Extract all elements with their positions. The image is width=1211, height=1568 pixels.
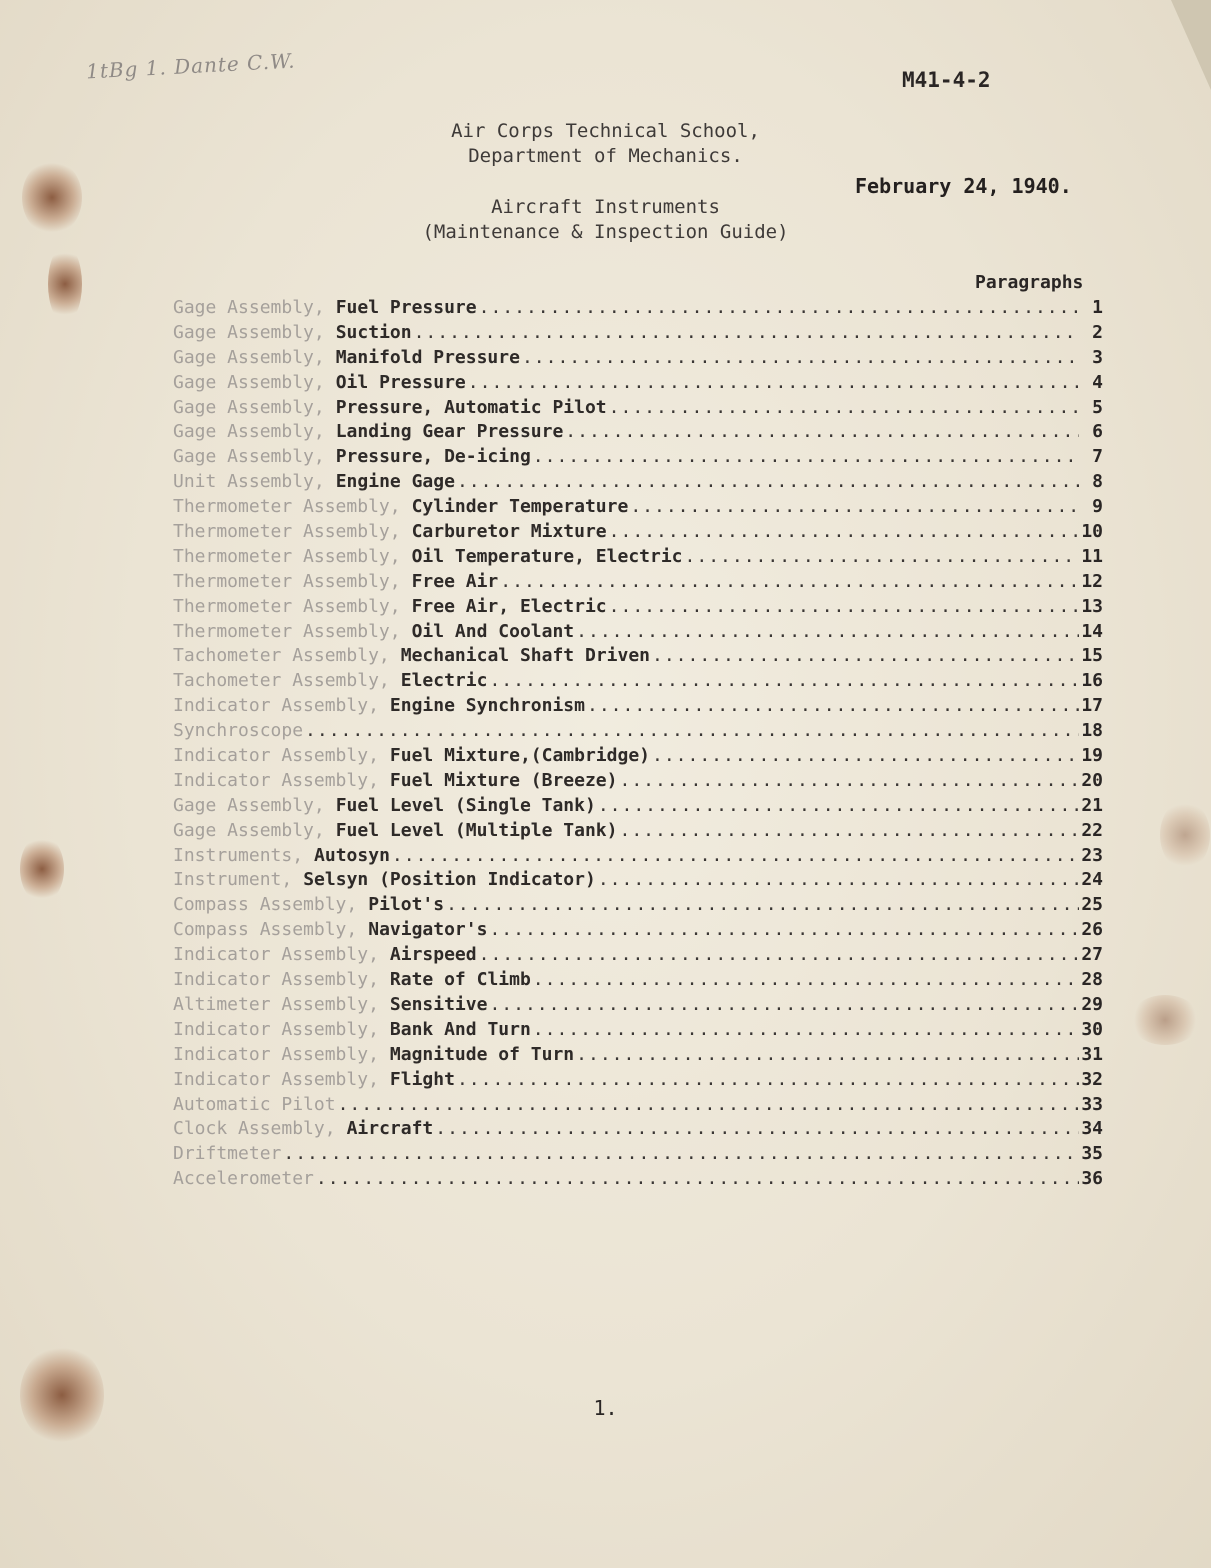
toc-entry [173, 521, 1103, 546]
toc-leader-dots [522, 347, 1079, 368]
toc-entry-title: Indicator Assembly, [173, 695, 379, 717]
toc-entry [173, 1118, 1103, 1143]
toc-leader-dots [609, 596, 1079, 617]
toc-paragraph-number: 8 [1092, 471, 1103, 493]
toc-paragraph-number: 12 [1081, 570, 1103, 592]
toc-entry-subtitle: Fuel Pressure [335, 297, 477, 318]
toc-entry-subtitle: Fuel Mixture,(Cambridge) [389, 745, 650, 767]
toc-entry [173, 969, 1103, 994]
toc-entry-subtitle: Autosyn [314, 844, 390, 866]
toc-leader-dots [533, 446, 1079, 467]
toc-entry [173, 820, 1103, 845]
toc-entry-subtitle: Sensitive [389, 993, 488, 1015]
toc-entry [173, 1094, 1103, 1119]
toc-entry-subtitle: Flight [389, 1068, 455, 1090]
toc-paragraph-number: 31 [1081, 1043, 1103, 1065]
toc-entry-subtitle: Airspeed [389, 944, 477, 966]
toc-entry [173, 446, 1103, 471]
toc-leader-dots [414, 322, 1079, 343]
paragraphs-column-header: Paragraphs [975, 272, 1084, 293]
toc-paragraph-number: 20 [1081, 769, 1103, 791]
toc-entry-title: Synchroscope [173, 720, 304, 742]
toc-paragraph-number: 23 [1081, 844, 1103, 866]
toc-leader-dots [576, 621, 1079, 642]
toc-entry [173, 347, 1103, 372]
toc-entry-title: Gage Assembly, [173, 321, 325, 343]
toc-entry-title: Indicator Assembly, [173, 1043, 379, 1065]
document-title: Aircraft Instruments [491, 196, 720, 218]
toc-entry [173, 944, 1103, 969]
toc-entry-subtitle: Fuel Level (Single Tank) [335, 794, 596, 816]
rust-stain [20, 835, 64, 903]
toc-entry-subtitle: Fuel Mixture (Breeze) [389, 769, 618, 791]
toc-entry [173, 1044, 1103, 1069]
toc-paragraph-number: 30 [1081, 1018, 1103, 1040]
toc-entry-subtitle: Free Air, Electric [411, 595, 607, 617]
toc-entry [173, 621, 1103, 646]
toc-paragraph-number: 26 [1081, 919, 1103, 941]
toc-entry [173, 770, 1103, 795]
toc-entry-title: Gage Assembly, [173, 446, 325, 468]
toc-leader-dots [619, 820, 1079, 841]
toc-entry [173, 297, 1103, 322]
toc-entry [173, 795, 1103, 820]
toc-entry-title: Gage Assembly, [173, 421, 325, 443]
toc-entry [173, 1069, 1103, 1094]
toc-entry-subtitle: Fuel Level (Multiple Tank) [335, 819, 618, 841]
toc-entry [173, 994, 1103, 1019]
toc-entry-subtitle: Aircraft [346, 1118, 434, 1140]
toc-entry-subtitle: Pressure, Automatic Pilot [335, 396, 607, 418]
toc-entry-title: Indicator Assembly, [173, 944, 379, 966]
toc-entry-subtitle: Pilot's [368, 894, 445, 916]
toc-entry-subtitle: Pressure, De-icing [335, 446, 531, 468]
toc-entry-title: Tachometer Assembly, [173, 645, 390, 667]
toc-entry-title: Automatic Pilot [173, 1093, 336, 1115]
toc-paragraph-number: 34 [1081, 1118, 1103, 1140]
toc-paragraph-number: 25 [1081, 894, 1103, 916]
toc-leader-dots [533, 969, 1079, 990]
toc-leader-dots [392, 845, 1079, 866]
toc-leader-dots [435, 1118, 1079, 1139]
toc-entry [173, 546, 1103, 571]
toc-entry-subtitle: Magnitude of Turn [389, 1043, 575, 1065]
toc-entry-title: Clock Assembly, [173, 1118, 336, 1140]
toc-entry [173, 596, 1103, 621]
toc-paragraph-number: 21 [1081, 794, 1103, 816]
toc-entry-title: Indicator Assembly, [173, 969, 379, 991]
toc-entry-subtitle: Landing Gear Pressure [335, 421, 564, 443]
toc-paragraph-number: 11 [1081, 545, 1103, 567]
toc-entry-subtitle: Engine Gage [335, 471, 455, 493]
toc-entry-subtitle: Oil Temperature, Electric [411, 545, 683, 567]
toc-entry-title: Thermometer Assembly, [173, 496, 401, 518]
toc-leader-dots [489, 919, 1079, 940]
toc-entry [173, 845, 1103, 870]
toc-entry [173, 1168, 1103, 1193]
toc-entry-title: Unit Assembly, [173, 471, 325, 493]
rust-stain [1160, 800, 1210, 870]
toc-entry [173, 322, 1103, 347]
toc-leader-dots [619, 770, 1079, 791]
toc-leader-dots [479, 297, 1079, 318]
toc-leader-dots [283, 1143, 1079, 1164]
toc-paragraph-number: 2 [1092, 321, 1103, 343]
toc-leader-dots [338, 1094, 1079, 1115]
toc-entry-subtitle: Oil And Coolant [411, 620, 575, 642]
toc-entry-title: Gage Assembly, [173, 794, 325, 816]
toc-paragraph-number: 19 [1081, 745, 1103, 767]
table-of-contents [173, 297, 1103, 1193]
toc-leader-dots [305, 720, 1079, 741]
toc-entry-subtitle: Engine Synchronism [389, 695, 585, 717]
document-subtitle: (Maintenance & Inspection Guide) [422, 221, 789, 243]
toc-entry-subtitle: Mechanical Shaft Driven [400, 645, 650, 667]
toc-leader-dots [489, 670, 1079, 691]
toc-paragraph-number: 5 [1092, 396, 1103, 418]
toc-paragraph-number: 1 [1092, 297, 1103, 318]
rust-stain [20, 1345, 104, 1445]
toc-entry-subtitle: Bank And Turn [389, 1018, 531, 1040]
toc-leader-dots [500, 571, 1079, 592]
toc-paragraph-number: 6 [1092, 421, 1103, 443]
toc-entry-subtitle: Electric [400, 670, 488, 692]
toc-entry-subtitle: Navigator's [368, 919, 488, 941]
toc-entry-title: Thermometer Assembly, [173, 521, 401, 543]
toc-leader-dots [565, 421, 1079, 442]
toc-entry [173, 471, 1103, 496]
toc-paragraph-number: 7 [1092, 446, 1103, 468]
page-number: 1. [593, 1396, 618, 1420]
toc-leader-dots [609, 397, 1079, 418]
toc-entry-title: Compass Assembly, [173, 919, 358, 941]
handwritten-note: 1tBg 1. Dante C.W. [85, 48, 296, 84]
toc-entry-title: Gage Assembly, [173, 346, 325, 368]
toc-paragraph-number: 28 [1081, 969, 1103, 991]
document-date: February 24, 1940. [855, 174, 1072, 198]
toc-paragraph-number: 22 [1081, 819, 1103, 841]
toc-entry [173, 745, 1103, 770]
toc-paragraph-number: 3 [1092, 346, 1103, 368]
toc-paragraph-number: 33 [1081, 1093, 1103, 1115]
toc-entry-title: Thermometer Assembly, [173, 570, 401, 592]
toc-leader-dots [457, 1069, 1079, 1090]
toc-leader-dots [598, 869, 1079, 890]
toc-leader-dots [533, 1019, 1079, 1040]
toc-paragraph-number: 10 [1081, 521, 1103, 543]
toc-paragraph-number: 16 [1081, 670, 1103, 692]
toc-entry-title: Thermometer Assembly, [173, 620, 401, 642]
toc-paragraph-number: 32 [1081, 1068, 1103, 1090]
toc-entry-subtitle: Rate of Climb [389, 969, 531, 991]
toc-entry-title: Accelerometer [173, 1168, 314, 1190]
toc-entry-title: Gage Assembly, [173, 297, 325, 318]
toc-leader-dots [479, 944, 1079, 965]
toc-entry-title: Tachometer Assembly, [173, 670, 390, 692]
toc-entry [173, 720, 1103, 745]
toc-leader-dots [446, 894, 1079, 915]
toc-paragraph-number: 18 [1081, 720, 1103, 742]
toc-paragraph-number: 14 [1081, 620, 1103, 642]
toc-paragraph-number: 17 [1081, 695, 1103, 717]
department-name: Department of Mechanics. [468, 145, 743, 167]
rust-stain [48, 245, 82, 323]
toc-paragraph-number: 36 [1081, 1168, 1103, 1190]
toc-entry [173, 695, 1103, 720]
toc-paragraph-number: 35 [1081, 1143, 1103, 1165]
school-name: Air Corps Technical School, [451, 120, 760, 142]
toc-leader-dots [489, 994, 1079, 1015]
toc-entry-subtitle: Oil Pressure [335, 371, 466, 393]
toc-entry [173, 571, 1103, 596]
toc-entry-subtitle: Suction [335, 321, 412, 343]
toc-entry-title: Indicator Assembly, [173, 1068, 379, 1090]
toc-leader-dots [576, 1044, 1079, 1065]
toc-entry [173, 894, 1103, 919]
toc-paragraph-number: 15 [1081, 645, 1103, 667]
toc-entry [173, 869, 1103, 894]
toc-entry-title: Indicator Assembly, [173, 769, 379, 791]
toc-entry-title: Driftmeter [173, 1143, 282, 1165]
toc-paragraph-number: 4 [1092, 371, 1103, 393]
toc-leader-dots [468, 372, 1079, 393]
toc-entry [173, 1143, 1103, 1168]
toc-leader-dots [457, 471, 1079, 492]
toc-entry [173, 645, 1103, 670]
toc-entry-title: Instrument, [173, 869, 293, 891]
toc-entry-title: Altimeter Assembly, [173, 993, 379, 1015]
page-corner-fold [1171, 0, 1211, 90]
toc-entry-subtitle: Free Air [411, 570, 499, 592]
toc-entry-subtitle: Carburetor Mixture [411, 521, 607, 543]
toc-entry-title: Indicator Assembly, [173, 745, 379, 767]
toc-entry-title: Indicator Assembly, [173, 1018, 379, 1040]
toc-leader-dots [587, 695, 1079, 716]
document-code: M41-4-2 [902, 68, 991, 92]
toc-entry-subtitle: Selsyn (Position Indicator) [303, 869, 596, 891]
toc-leader-dots [598, 795, 1079, 816]
toc-entry-subtitle: Cylinder Temperature [411, 496, 629, 518]
rust-stain [1130, 995, 1200, 1045]
toc-leader-dots [652, 645, 1079, 666]
toc-entry [173, 397, 1103, 422]
toc-entry [173, 670, 1103, 695]
toc-leader-dots [316, 1168, 1079, 1189]
toc-entry-title: Thermometer Assembly, [173, 595, 401, 617]
toc-entry [173, 372, 1103, 397]
toc-paragraph-number: 27 [1081, 944, 1103, 966]
toc-paragraph-number: 9 [1092, 496, 1103, 518]
toc-entry [173, 919, 1103, 944]
toc-leader-dots [685, 546, 1079, 567]
toc-paragraph-number: 13 [1081, 595, 1103, 617]
toc-entry-subtitle: Manifold Pressure [335, 346, 520, 368]
toc-leader-dots [630, 496, 1079, 517]
toc-entry [173, 421, 1103, 446]
toc-entry-title: Instruments, [173, 844, 304, 866]
toc-entry-title: Gage Assembly, [173, 819, 325, 841]
toc-entry-title: Thermometer Assembly, [173, 545, 401, 567]
toc-entry-title: Compass Assembly, [173, 894, 358, 916]
toc-paragraph-number: 29 [1081, 993, 1103, 1015]
toc-entry-title: Gage Assembly, [173, 396, 325, 418]
toc-leader-dots [652, 745, 1079, 766]
toc-paragraph-number: 24 [1081, 869, 1103, 891]
toc-leader-dots [609, 521, 1079, 542]
toc-entry [173, 496, 1103, 521]
toc-entry-title: Gage Assembly, [173, 371, 325, 393]
toc-entry [173, 1019, 1103, 1044]
